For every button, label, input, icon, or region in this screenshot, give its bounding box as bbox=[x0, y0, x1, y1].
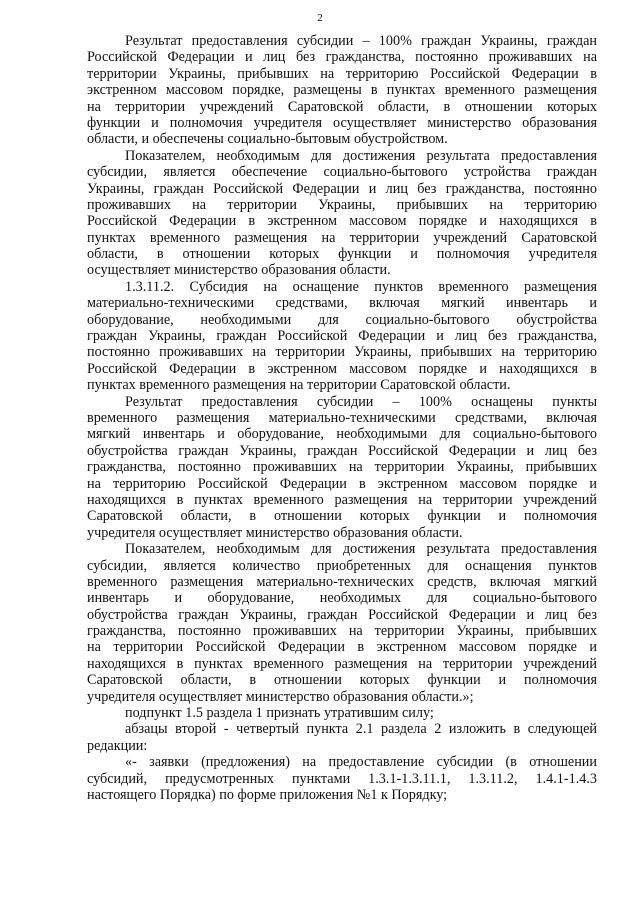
text-line: области, в отношении которых функции и полномочия учредителя bbox=[87, 246, 597, 263]
text-line: субсидии, является количество приобретенных для оснащения пунктов bbox=[87, 557, 597, 574]
text-line: мягкий инвентарь и оборудование, необходимыми для социально-бытового bbox=[87, 426, 597, 443]
text-line: осуществляет министерство образования области. bbox=[87, 262, 391, 279]
text-line: находящихся в пунктах временного размещения на территории учреждений bbox=[87, 655, 597, 672]
text-line: Показателем, необходимым для достижения результата предоставления bbox=[125, 147, 597, 164]
text-line: учредителя осуществляет министерство образования области.»; bbox=[87, 688, 474, 705]
text-line: материально-техническими средствами, включая мягкий инвентарь и bbox=[87, 295, 597, 312]
text-line: субсидии, является обеспечение социально-бытового устройства граждан bbox=[87, 164, 597, 181]
text-line: временного размещения материально-технических средств, включая мягкий bbox=[87, 573, 597, 590]
text-line: Результат предоставления субсидии – 100% оснащены пункты bbox=[125, 393, 597, 410]
text-line: Украины, граждан Российской Федерации и лиц без гражданства, постоянно bbox=[87, 180, 597, 197]
text-line: редакции: bbox=[87, 737, 148, 754]
text-line: обустройства граждан Украины, граждан Российской Федерации и лиц без bbox=[87, 442, 597, 459]
text-line: Российской Федерации в экстренном массовом порядке и находящихся в bbox=[87, 360, 597, 377]
text-line: настоящего Порядка) по форме приложения №1 к Порядку; bbox=[87, 786, 448, 803]
document-body bbox=[87, 33, 597, 803]
text-line: Российской Федерации и лиц без гражданства, постоянно проживавших на bbox=[87, 49, 597, 66]
text-line: обустройства граждан Украины, граждан Российской Федерации и лиц без bbox=[87, 606, 597, 623]
text-line: субсидий, предусмотренных пунктами 1.3.1-1.3.11.1, 1.3.11.2, 1.4.1-1.4.3 bbox=[87, 770, 597, 787]
text-line: Саратовской области, в отношении которых функции и полномочия bbox=[87, 672, 597, 689]
text-line: Саратовской области, в отношении которых функции и полномочия bbox=[87, 508, 597, 525]
text-line: Результат предоставления субсидии – 100% граждан Украины, граждан bbox=[125, 33, 597, 49]
text-line: пунктах временного размещения на территории Саратовской области. bbox=[87, 377, 511, 394]
text-line: функции и полномочия учредителя осуществляет министерство образования bbox=[87, 114, 597, 131]
text-line: гражданства, постоянно проживавших на территории Украины, прибывших bbox=[87, 623, 597, 640]
text-line: инвентарь и оборудование, необходимых для социально-бытового bbox=[87, 590, 597, 607]
text-line: «- заявки (предложения) на предоставление субсидии (в отношении bbox=[125, 754, 597, 771]
text-line: подпункт 1.5 раздела 1 признать утратившим силу; bbox=[125, 705, 434, 722]
text-line: находящихся в пунктах временного размещения на территории учреждений bbox=[87, 491, 597, 508]
text-line: на территорию Российской Федерации в экстренном массовом порядке и bbox=[87, 475, 597, 492]
page-number: 2 bbox=[317, 12, 323, 24]
text-line: оборудование, необходимыми для социально-бытового обустройства bbox=[87, 311, 597, 328]
text-line: проживавших на территории Украины, прибывших на территорию bbox=[87, 196, 597, 213]
text-line: экстренном массовом порядке, размещены в пунктах временного размещения bbox=[87, 82, 597, 99]
text-line: территории Украины, прибывших на территорию Российской Федерации в bbox=[87, 65, 597, 82]
text-line: граждан Украины, граждан Российской Федерации и лиц без гражданства, bbox=[87, 328, 597, 345]
text-line: Российской Федерации в экстренном массовом порядке и находящихся в bbox=[87, 213, 597, 230]
text-line: временного размещения материально-техническими средствами, включая bbox=[87, 409, 597, 426]
text-line: абзацы второй - четвертый пункта 2.1 раздела 2 изложить в следующей bbox=[125, 721, 597, 738]
text-line: гражданства, постоянно проживавших на территории Украины, прибывших bbox=[87, 459, 597, 476]
text-line: постоянно проживавших на территории Украины, прибывших на территорию bbox=[87, 344, 597, 361]
text-line: на территории Российской Федерации в экстренном массовом порядке и bbox=[87, 639, 597, 656]
text-line: на территории учреждений Саратовской области, в отношении которых bbox=[87, 98, 597, 115]
text-line: области, и обеспечены социально-бытовым обустройством. bbox=[87, 131, 448, 148]
text-line: 1.3.11.2. Субсидия на оснащение пунктов временного размещения bbox=[125, 278, 597, 295]
text-line: пунктах временного размещения на территории учреждений Саратовской bbox=[87, 229, 597, 246]
text-line: Показателем, необходимым для достижения результата предоставления bbox=[125, 541, 597, 558]
text-line: учредителя осуществляет министерство образования области. bbox=[87, 524, 463, 541]
